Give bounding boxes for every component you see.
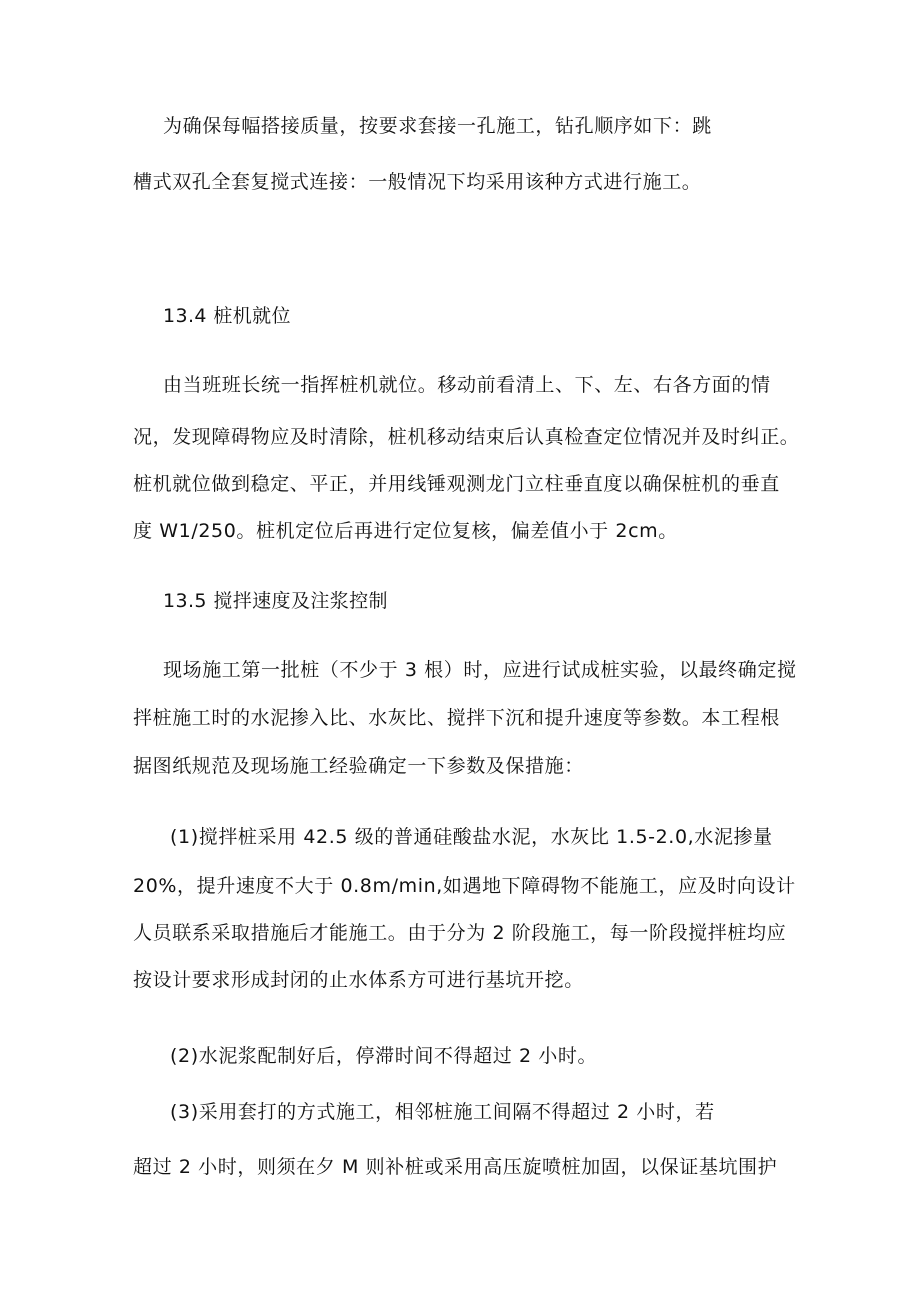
item-1-line-4: 按设计要求形成封闭的止水体系方可进行基坑开挖。 [133, 969, 584, 991]
section-heading-13-4: 13.4 桩机就位 [163, 305, 291, 327]
section-13-4-line-1: 由当班班长统一指挥桩机就位。移动前看清上、下、左、右各方面的情 [163, 374, 771, 396]
item-1-line-2: 20%，提升速度不大于 0.8m/min,如遇地下障碍物不能施工，应及时向设计 [133, 875, 796, 897]
section-13-5-line-2: 拌桩施工时的水泥掺入比、水灰比、搅拌下沉和提升速度等参数。本工程根 [133, 707, 780, 729]
intro-line-2: 槽式双孔全套复搅式连接：一般情况下均采用该种方式进行施工。 [133, 171, 702, 193]
item-3-line-1: (3)采用套打的方式施工，相邻桩施工间隔不得超过 2 小时，若 [170, 1101, 715, 1123]
section-13-5-line-3: 据图纸规范及现场施工经验确定一下参数及保措施： [133, 755, 584, 777]
item-1-line-3: 人员联系采取措施后才能施工。由于分为 2 阶段施工，每一阶段搅拌桩均应 [133, 922, 787, 944]
section-heading-13-5: 13.5 搅拌速度及注浆控制 [163, 590, 388, 612]
item-2-line-1: (2)水泥浆配制好后，停滞时间不得超过 2 小时。 [170, 1045, 598, 1067]
section-13-4-line-3: 桩机就位做到稳定、平正，并用线锤观测龙门立柱垂直度以确保桩机的垂直 [133, 473, 780, 495]
section-13-4-line-4: 度 W1/250。桩机定位后再进行定位复核，偏差值小于 2cm。 [133, 520, 678, 542]
section-13-5-line-1: 现场施工第一批桩（不少于 3 根）时，应进行试成桩实验，以最终确定搅 [163, 659, 797, 681]
item-1-line-1: (1)搅拌桩采用 42.5 级的普通硅酸盐水泥，水灰比 1.5-2.0,水泥掺量 [170, 826, 773, 848]
intro-line-1: 为确保每幅搭接质量，按要求套接一孔施工，钻孔顺序如下：跳 [163, 115, 712, 137]
item-3-line-2: 超过 2 小时，则须在夕 M 则补桩或采用高压旋喷桩加固，以保证基坑围护 [133, 1156, 778, 1178]
section-13-4-line-2: 况，发现障碍物应及时清除，桩机移动结束后认真检查定位情况并及时纠正。 [133, 426, 800, 448]
